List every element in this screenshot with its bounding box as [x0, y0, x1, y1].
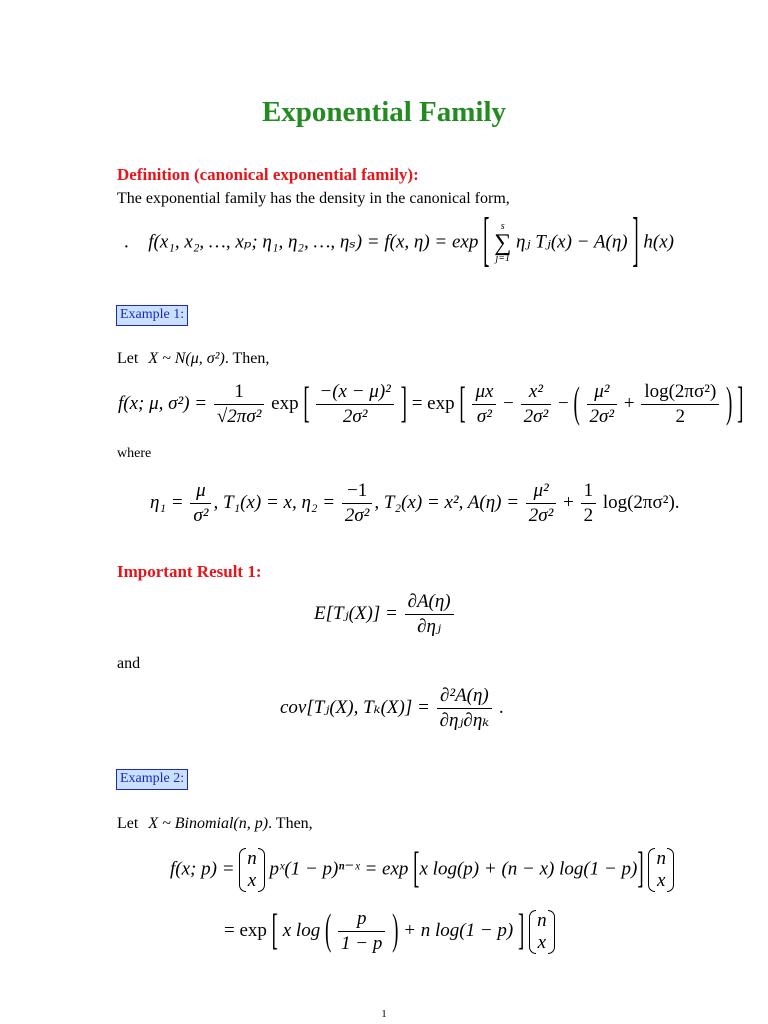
- formula-tail: h(x): [643, 231, 675, 253]
- binomial-pmf-formula: [170, 844, 674, 893]
- eta1-lhs: η₁ =: [150, 491, 184, 513]
- let-math: X ~ N(μ, σ²): [148, 350, 225, 367]
- sigma-symbol: ∑: [494, 230, 512, 256]
- definition-formula: [124, 207, 675, 275]
- definition-heading: Definition (canonical exponential family):: [117, 165, 419, 184]
- example-1-let-line: [117, 350, 269, 368]
- right-paren: ): [726, 379, 733, 428]
- sum-lower: j=1: [495, 253, 510, 264]
- period: .: [674, 491, 680, 513]
- then-text: . Then,: [268, 815, 313, 832]
- then-text: . Then,: [224, 350, 270, 367]
- example-1-label: Example 1:: [116, 305, 188, 326]
- right-bracket: ]: [400, 379, 407, 428]
- formula-bracket-content: ηⱼ Tⱼ(x) − A(η): [516, 231, 628, 253]
- period: .: [498, 696, 504, 718]
- t2-text: , T₂(x) = x², A(η) =: [374, 491, 520, 513]
- minus-sign: −: [503, 392, 514, 414]
- covariance-fraction: $\frac{\text{∂²A(η)}}{\text{∂ηⱼ∂ηₖ}}$: [437, 685, 493, 732]
- expectation-fraction: $\frac{\partial A(\eta)}{\text{∂ηⱼ}}$: [405, 591, 454, 638]
- exponent-fraction: $\frac{\text{−(x − μ)²}}{\text{2σ²}}$: [316, 381, 393, 428]
- half-fraction: $\frac{1}{2}$: [581, 480, 597, 527]
- binomial-canonical-formula: [224, 908, 555, 955]
- n-log: + n log(1 − p): [403, 919, 514, 941]
- eta2-fraction: $\frac{-1}{\text{2σ²}}$: [342, 480, 373, 527]
- term-mux: $\frac{\mu x}{\text{σ²}}$: [472, 381, 496, 428]
- left-bracket: [: [303, 379, 310, 428]
- bracket-content: x log(p) + (n − x) log(1 − p): [419, 858, 638, 880]
- expectation-lhs: E[Tⱼ(X)] =: [314, 602, 398, 624]
- definition-text: The exponential family has the density in the canonical form,: [117, 190, 510, 207]
- a-fraction: $\frac{\text{μ²}}{\text{2σ²}}$: [526, 480, 557, 527]
- t1-text: , T₁(x) = x, η₂ =: [213, 491, 336, 513]
- plus-sign: +: [563, 491, 574, 513]
- left-bracket: [: [413, 844, 420, 893]
- sum-upper: s: [500, 221, 505, 232]
- term-log: $\frac{\text{log(2πσ²)}}{2}$: [641, 381, 719, 428]
- covariance-formula: [280, 685, 504, 732]
- covariance-lhs: cov[Tⱼ(X), Tₖ(X)] =: [280, 696, 430, 718]
- binomial-coefficient: n x: [648, 848, 674, 892]
- x-log: x log: [282, 919, 321, 941]
- left-bracket: [: [483, 207, 490, 275]
- example-2-let-line: [117, 815, 313, 833]
- eta1-fraction: $\frac{\mu}{\text{σ²}}$: [190, 480, 211, 527]
- a-log: log(2πσ²): [602, 491, 675, 513]
- exp-label: exp: [271, 392, 299, 414]
- right-bracket: ]: [518, 906, 525, 955]
- bullet-dot: .: [124, 231, 129, 253]
- f-lhs: f(x; μ, σ²) =: [118, 392, 208, 414]
- eq-exp-label: = exp: [411, 392, 455, 414]
- let-text: Let: [117, 350, 139, 367]
- expectation-formula: [314, 591, 456, 638]
- let-text: Let: [117, 815, 139, 832]
- right-paren: ): [392, 906, 399, 955]
- term-mu2: $\frac{\text{μ²}}{\text{2σ²}}$: [587, 381, 618, 428]
- page-title: Exponential Family: [261, 96, 507, 128]
- plus-sign: +: [623, 392, 635, 414]
- example-2-label: Example 2:: [116, 769, 188, 790]
- natural-parameters-formula: [150, 480, 680, 527]
- left-paren: (: [573, 379, 580, 428]
- right-bracket: ]: [632, 207, 639, 275]
- normal-density-formula: [118, 381, 743, 428]
- right-bracket: ]: [637, 844, 644, 893]
- formula-lhs: f(x₁, x₂, …, xₚ; η₁, η₂, …, ηₛ) = f(x, η) = exp: [148, 231, 479, 253]
- left-bracket: [: [271, 906, 278, 955]
- where-text: where: [117, 446, 152, 461]
- summation: [494, 222, 511, 264]
- binomial-coefficient: n x: [239, 848, 265, 892]
- left-paren: (: [324, 906, 332, 955]
- binomial-coefficient: n x: [529, 910, 555, 954]
- normalizing-constant: $\frac{1}{\text{√2πσ²}}$: [214, 381, 265, 428]
- and-text: and: [117, 655, 141, 672]
- left-bracket: [: [459, 379, 466, 428]
- pmf-middle: pˣ(1 − p)ⁿ⁻ˣ = exp: [269, 858, 409, 880]
- result-1-heading: Important Result 1:: [117, 562, 262, 581]
- let-math: X ~ Binomial(n, p): [148, 815, 269, 832]
- odds-fraction: $\frac{p}{1 - p}$: [338, 908, 385, 955]
- f-lhs: f(x; p) =: [170, 858, 235, 880]
- minus-sign: −: [557, 392, 569, 414]
- term-x2: $\frac{\text{x²}}{\text{2σ²}}$: [521, 381, 552, 428]
- page-number: 1: [381, 1008, 387, 1020]
- eq-exp-label: = exp: [224, 919, 267, 941]
- right-bracket: ]: [737, 379, 744, 428]
